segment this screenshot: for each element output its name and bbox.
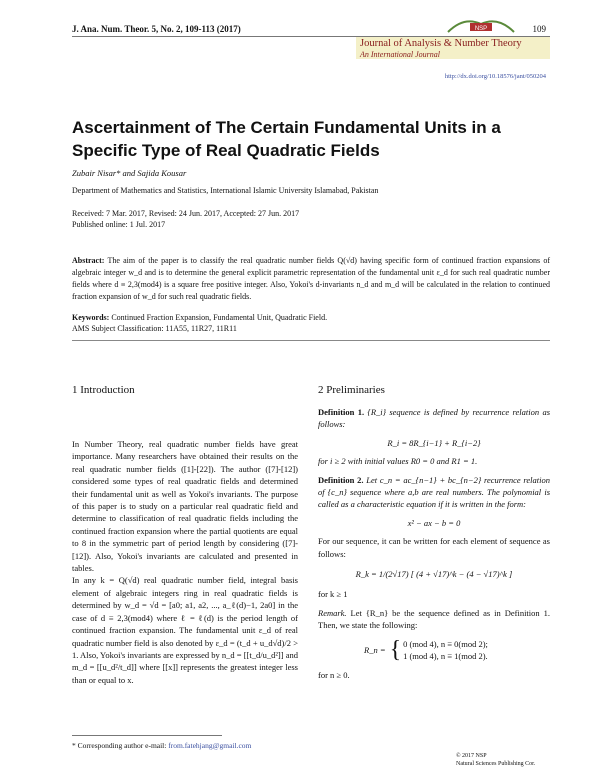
footnote xyxy=(72,741,251,750)
abstract-label: Abstract: xyxy=(72,256,105,265)
affiliation: Department of Mathematics and Statistics, International Islamic University Islamabad, Pakistan xyxy=(72,186,379,195)
abstract-text: The aim of the paper is to classify the real quadratic number fields Q(√d) having specific form of continued fraction expansions of algebraic integer w_d and is to determine the general explicit parametric representation of the fundamental unit ε_d for such real quadratic number fields where d ≡ 2,3(mod4) is a square free positive integer. Also, Yokoi's d-invariants n_d and m_d will be calculated in the relation to continued fraction expansion of w_d for such real quadratic fields. xyxy=(72,256,550,301)
published-date: Published online: 1 Jul. 2017 xyxy=(72,220,166,229)
def1-label: Definition 1. xyxy=(318,407,365,417)
def1-text: {R_i} sequence is defined by recurrence relation as follows: xyxy=(318,407,551,430)
dates xyxy=(72,208,299,230)
publisher-line: Natural Sciences Publishing Cor. xyxy=(456,761,536,767)
remark-text: Let {R_n} be the sequence defined as in Definition 1. Then, we state the following: xyxy=(318,607,550,631)
article-title: Ascertainment of The Certain Fundamental Units in a Specific Type of Real Quadratic Fields xyxy=(72,118,501,160)
copyright xyxy=(456,752,535,768)
intro-column xyxy=(72,438,298,686)
section-heading-prelim: 2 Preliminaries xyxy=(318,384,385,396)
equation-characteristic: x² − ax − b = 0 xyxy=(407,517,461,528)
definition-2 xyxy=(318,474,550,511)
eq4-condition: for n ≥ 0. xyxy=(318,669,350,680)
remark-label: Remark. xyxy=(318,607,347,618)
intro-paragraph-1: In Number Theory, real quadratic number fields have great importance. Many researchers have obtained their results on the real quadratic number fields ([1]-[22]). The author ([7]-[12]) considered some types of real quadratic fields and determined their fundamental unit as well as Yokoi's invariants. The purpose of this paper is to study on a particular real quadratic field and determine to classification of real quadratic fields including the continued fraction expansion where the partial quotients are equal to 8 in the symmetric part of period length by considering ([7]-[12]). Also, Yokoi's invariants are calculated and presented in tables. xyxy=(72,439,298,574)
eq1-condition: for i ≥ 2 with initial values R0 = 0 and R1 = 1. xyxy=(318,456,478,467)
keywords-block xyxy=(72,312,550,334)
brace-icon: { xyxy=(389,637,402,664)
copyright-line: © 2017 NSP xyxy=(456,753,487,759)
def2-label: Definition 2. xyxy=(318,474,364,485)
ams-classification: AMS Subject Classification: 11A55, 11R27, 11R11 xyxy=(72,324,237,333)
definition-1 xyxy=(318,406,550,431)
case-line-1: 0 (mod 4), n ≡ 0(mod 2); xyxy=(403,638,488,649)
def2-text: Let c_n = ac_{n−1} + bc_{n−2} recurrence relation of {c_n} sequence where a,b are real numbers. The polynomial is called as a characteristic equation if it is written in the form: xyxy=(318,474,551,510)
email-link[interactable]: from.fatehjang@gmail.com xyxy=(168,741,252,750)
keywords: Continued Fraction Expansion, Fundamental Unit, Quadratic Field. xyxy=(111,313,328,322)
abstract-rule xyxy=(72,340,550,341)
footnote-rule xyxy=(72,735,222,736)
eq3-condition: for k ≥ 1 xyxy=(318,589,348,600)
intro-paragraph-2: In any k = Q(√d) real quadratic number field, integral basis element of algebraic integers ring in real quadratic fields is determined by w_d = √d = [a0; a1, a2, ..., a_ℓ(d)−1, 2a0] in the case of d ≡ 2,3(mod4) where ℓ = ℓ(d) is the period length of continued fraction expansion. The fundamental unit ε_d of real quadratic number field is also denoted by ε_d = (t_d + u_d√d)/2 > 1. Also, Yokoi's invariants are expressed by n_d = [[t_d/u_d²]] and m_d = [[u_d²/t_d]] where [[x]] represents the greatest integer less than or equal to x. xyxy=(72,575,298,685)
journal-logo-icon xyxy=(446,14,516,34)
prelim-column xyxy=(318,406,550,681)
received-dates: Received: 7 Mar. 2017, Revised: 24 Jun. 2017, Accepted: 27 Jun. 2017 xyxy=(72,209,300,218)
running-citation: J. Ana. Num. Theor. 5, No. 2, 109-113 (2017) xyxy=(72,24,241,34)
cases-lines xyxy=(403,638,488,663)
equation-binet: R_k = 1/(2√17) [ (4 + √17)^k − (4 − √17)^k ] xyxy=(355,569,513,580)
sequence-paragraph: For our sequence, it can be written for each element of sequence as follows: xyxy=(318,536,550,559)
logo-text: NSP xyxy=(474,26,488,32)
footnote-prefix: * Corresponding author e-mail: xyxy=(72,741,167,750)
authors: Zubair Nisar* and Sajida Kousar xyxy=(72,168,187,178)
case-line-2: 1 (mod 4), n ≡ 1(mod 2). xyxy=(403,651,488,662)
abstract xyxy=(72,255,550,303)
equation-cases xyxy=(364,638,550,663)
journal-subtitle: An International Journal xyxy=(360,50,440,59)
page-number: 109 xyxy=(532,24,546,34)
journal-name: Journal of Analysis & Number Theory xyxy=(360,38,522,49)
remark xyxy=(318,607,550,632)
cases-lhs: R_n = xyxy=(364,644,386,655)
section-heading-intro: 1 Introduction xyxy=(72,384,135,396)
keywords-label: Keywords: xyxy=(72,313,110,322)
doi-link[interactable]: http://dx.doi.org/10.18576/jant/050204 xyxy=(444,73,546,80)
equation-recurrence: R_i = 8R_{i−1} + R_{i−2} xyxy=(387,437,481,448)
